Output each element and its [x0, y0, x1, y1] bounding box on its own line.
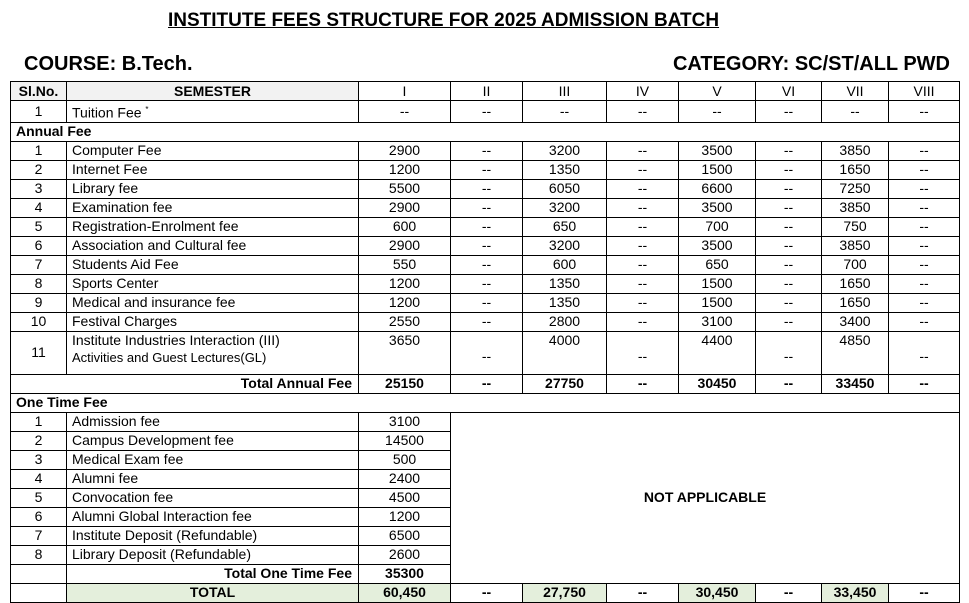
cell: 3100: [679, 312, 756, 331]
cell: --: [822, 101, 889, 123]
total-annual-label: Total Annual Fee: [11, 374, 359, 393]
row-label: Institute Deposit (Refundable): [67, 526, 359, 545]
row-label: Admission fee: [67, 412, 359, 431]
cell: 5500: [359, 179, 451, 198]
cell: 1200: [359, 293, 451, 312]
row-number: 6: [11, 507, 67, 526]
cell: 650: [679, 255, 756, 274]
cell: 6500: [359, 526, 451, 545]
header-sem-2: II: [451, 82, 523, 101]
row-number: 8: [11, 545, 67, 564]
category-label: CATEGORY: SC/ST/ALL PWD: [672, 53, 950, 75]
header-sem-8: VIII: [889, 82, 960, 101]
cell: 2900: [359, 198, 451, 217]
cell: --: [359, 101, 451, 123]
cell: 3850: [822, 141, 889, 160]
cell: --: [889, 141, 960, 160]
cell: 1500: [679, 160, 756, 179]
cell: --: [607, 179, 679, 198]
footnote-mark: *: [145, 105, 149, 114]
row-label: Medical and insurance fee: [67, 293, 359, 312]
cell: 25150: [359, 374, 451, 393]
cell: 750: [822, 217, 889, 236]
cell: --: [607, 217, 679, 236]
cell: 4000: [523, 331, 607, 374]
annual-fee-row: [11, 312, 960, 331]
cell: --: [756, 374, 822, 393]
cell: --: [756, 198, 822, 217]
cell: 30450: [679, 374, 756, 393]
cell: 3200: [523, 198, 607, 217]
cell: --: [607, 583, 679, 602]
cell: 1200: [359, 160, 451, 179]
row-label: Alumni Global Interaction fee: [67, 507, 359, 526]
cell: 3200: [523, 236, 607, 255]
iii-row: [11, 331, 960, 374]
header-sem-5: V: [679, 82, 756, 101]
cell: --: [756, 179, 822, 198]
cell: 1200: [359, 507, 451, 526]
row-label: Library Deposit (Refundable): [67, 545, 359, 564]
cell: --: [756, 255, 822, 274]
annual-fee-row: [11, 236, 960, 255]
cell: 7250: [822, 179, 889, 198]
cell: 700: [822, 255, 889, 274]
cell: 3100: [359, 412, 451, 431]
cell: 2900: [359, 141, 451, 160]
cell: --: [451, 331, 523, 374]
cell: --: [889, 236, 960, 255]
cell: 650: [523, 217, 607, 236]
cell: 3500: [679, 198, 756, 217]
cell: --: [756, 293, 822, 312]
cell: --: [451, 255, 523, 274]
cell: 27,750: [523, 583, 607, 602]
header-sem-4: IV: [607, 82, 679, 101]
one-time-fee-section-row: [11, 393, 960, 412]
cell: 60,450: [359, 583, 451, 602]
cell: 3500: [679, 236, 756, 255]
cell: --: [889, 293, 960, 312]
cell: --: [756, 141, 822, 160]
row-label: Medical Exam fee: [67, 450, 359, 469]
row-label: Convocation fee: [67, 488, 359, 507]
row-number: 7: [11, 255, 67, 274]
cell: 4850: [822, 331, 889, 374]
header-sem-6: VI: [756, 82, 822, 101]
cell: --: [756, 312, 822, 331]
total-one-time-value: 35300: [359, 564, 451, 583]
row-label: Computer Fee: [67, 141, 359, 160]
header-sem-3: III: [523, 82, 607, 101]
row-number: 5: [11, 488, 67, 507]
cell: --: [607, 293, 679, 312]
cell: 3650: [359, 331, 451, 374]
cell: --: [607, 198, 679, 217]
cell: --: [756, 217, 822, 236]
cell: --: [451, 160, 523, 179]
row-number: 8: [11, 274, 67, 293]
cell: --: [889, 179, 960, 198]
header-sem-7: VII: [822, 82, 889, 101]
cell: 700: [679, 217, 756, 236]
cell: 2400: [359, 469, 451, 488]
row-number: 2: [11, 431, 67, 450]
cell: --: [451, 101, 523, 123]
grand-total-row: [11, 583, 960, 602]
annual-fee-row: [11, 293, 960, 312]
cell: --: [756, 583, 822, 602]
row-label: Internet Fee: [67, 160, 359, 179]
row-label: Association and Cultural fee: [67, 236, 359, 255]
cell: --: [451, 217, 523, 236]
cell: 500: [359, 450, 451, 469]
cell: --: [756, 160, 822, 179]
row-label: [67, 101, 359, 123]
course-label: COURSE: B.Tech.: [24, 53, 193, 75]
cell: --: [451, 198, 523, 217]
row-number: 1: [11, 412, 67, 431]
cell: --: [607, 255, 679, 274]
cell: 3400: [822, 312, 889, 331]
cell: --: [889, 374, 960, 393]
cell: 27750: [523, 374, 607, 393]
cell: 600: [523, 255, 607, 274]
row-label: Campus Development fee: [67, 431, 359, 450]
iii-label: Institute Industries Interaction (III): [72, 331, 280, 348]
cell: --: [607, 101, 679, 123]
annual-fee-row: [11, 198, 960, 217]
header-row: [11, 82, 960, 101]
cell: --: [679, 101, 756, 123]
row-label: Alumni fee: [67, 469, 359, 488]
annual-fee-row: [11, 160, 960, 179]
row-label: Students Aid Fee: [67, 255, 359, 274]
cell: 600: [359, 217, 451, 236]
cell: 1650: [822, 274, 889, 293]
row-label: Registration-Enrolment fee: [67, 217, 359, 236]
tuition-label: Tuition Fee: [72, 104, 142, 121]
grand-total-label: TOTAL: [67, 583, 359, 602]
cell: --: [451, 141, 523, 160]
cell: 3850: [822, 236, 889, 255]
cell: --: [451, 583, 523, 602]
annual-fee-heading: Annual Fee: [11, 122, 960, 141]
row-number: 1: [11, 101, 67, 123]
row-number: 4: [11, 198, 67, 217]
cell: 33,450: [822, 583, 889, 602]
cell: --: [451, 179, 523, 198]
row-label: Library fee: [67, 179, 359, 198]
row-number: 9: [11, 293, 67, 312]
cell: --: [756, 331, 822, 374]
cell: 33450: [822, 374, 889, 393]
cell: --: [451, 274, 523, 293]
cell: --: [889, 198, 960, 217]
one-time-fee-heading: One Time Fee: [11, 393, 960, 412]
cell: --: [756, 101, 822, 123]
empty-cell: [11, 583, 67, 602]
cell: 1350: [523, 160, 607, 179]
row-number: 11: [11, 331, 67, 374]
cell: 1350: [523, 274, 607, 293]
cell: 3850: [822, 198, 889, 217]
cell: 14500: [359, 431, 451, 450]
cell: 2550: [359, 312, 451, 331]
cell: --: [889, 217, 960, 236]
annual-fee-row: [11, 217, 960, 236]
tuition-row: [11, 101, 960, 123]
cell: --: [889, 101, 960, 123]
cell: --: [889, 583, 960, 602]
cell: --: [889, 312, 960, 331]
cell: 1350: [523, 293, 607, 312]
cell: 3500: [679, 141, 756, 160]
empty-cell: [11, 564, 67, 583]
header-sem-1: I: [359, 82, 451, 101]
row-number: 5: [11, 217, 67, 236]
total-one-time-label: Total One Time Fee: [67, 564, 359, 583]
cell: 3200: [523, 141, 607, 160]
row-number: 7: [11, 526, 67, 545]
cell: 1500: [679, 293, 756, 312]
cell: --: [523, 101, 607, 123]
cell: 2800: [523, 312, 607, 331]
annual-fee-row: [11, 179, 960, 198]
row-number: 3: [11, 450, 67, 469]
annual-fee-row: [11, 274, 960, 293]
row-number: 4: [11, 469, 67, 488]
one-time-fee-row: [11, 412, 960, 431]
row-number: 2: [11, 160, 67, 179]
cell: 1650: [822, 160, 889, 179]
cell: --: [607, 331, 679, 374]
cell: 2900: [359, 236, 451, 255]
cell: --: [756, 274, 822, 293]
cell: 1500: [679, 274, 756, 293]
cell: --: [607, 236, 679, 255]
cell: --: [607, 274, 679, 293]
cell: --: [889, 274, 960, 293]
row-label: Sports Center: [67, 274, 359, 293]
cell: --: [451, 293, 523, 312]
cell: --: [889, 331, 960, 374]
row-number: 3: [11, 179, 67, 198]
total-annual-row: [11, 374, 960, 393]
row-number: 6: [11, 236, 67, 255]
cell: --: [889, 160, 960, 179]
cell: --: [451, 312, 523, 331]
cell: 1650: [822, 293, 889, 312]
row-label: Festival Charges: [67, 312, 359, 331]
cell: --: [451, 374, 523, 393]
row-number: 10: [11, 312, 67, 331]
row-label: [67, 331, 359, 374]
fee-table: [10, 81, 960, 603]
annual-fee-section-row: [11, 122, 960, 141]
not-applicable-note: NOT APPLICABLE: [451, 412, 960, 583]
iii-sublabel: Activities and Guest Lectures(GL): [72, 349, 267, 365]
header-semester: SEMESTER: [67, 82, 359, 101]
cell: --: [607, 312, 679, 331]
cell: 6050: [523, 179, 607, 198]
cell: --: [607, 160, 679, 179]
header-slno: Sl.No.: [11, 82, 67, 101]
cell: 4400: [679, 331, 756, 374]
cell: 1200: [359, 274, 451, 293]
cell: --: [451, 236, 523, 255]
cell: --: [889, 255, 960, 274]
cell: 550: [359, 255, 451, 274]
cell: 6600: [679, 179, 756, 198]
cell: 2600: [359, 545, 451, 564]
cell: --: [607, 141, 679, 160]
cell: 4500: [359, 488, 451, 507]
cell: 30,450: [679, 583, 756, 602]
cell: --: [607, 374, 679, 393]
page-title: INSTITUTE FEES STRUCTURE FOR 2025 ADMISSION BATCH: [168, 10, 720, 31]
annual-fee-row: [11, 141, 960, 160]
annual-fee-row: [11, 255, 960, 274]
row-label: Examination fee: [67, 198, 359, 217]
row-number: 1: [11, 141, 67, 160]
cell: --: [756, 236, 822, 255]
